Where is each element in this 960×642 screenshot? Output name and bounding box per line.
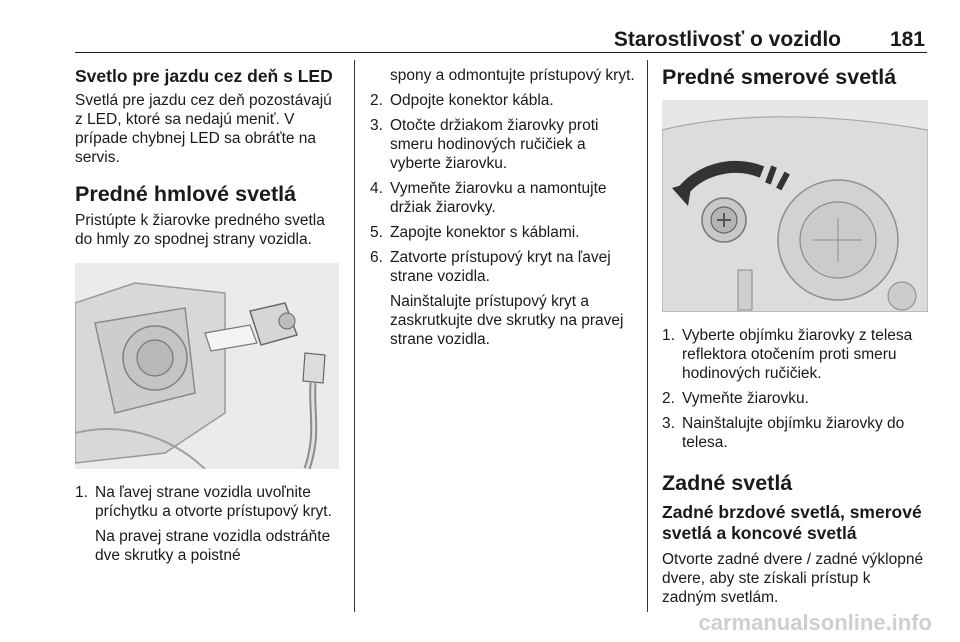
list-item <box>75 483 343 565</box>
turn-signal-illustration <box>662 100 928 312</box>
list-item <box>662 389 928 408</box>
step-text: Zapojte konektor s káblami. <box>390 224 580 241</box>
step-text: Nainštalujte objímku žiarovky do telesa. <box>682 415 905 451</box>
step-number: 2. <box>370 92 383 109</box>
step-text: Zatvorte prístupový kryt na ľavej strane vozidla. <box>390 249 611 285</box>
turn-heading: Predné smerové svetlá <box>662 65 897 89</box>
rear-text: Otvorte zadné dvere / zadné výklopné dvere, aby ste získali prístup k zadným svetlám. <box>662 551 924 606</box>
step-subtext: Nainštalujte prístupový kryt a zaskrutkujte dve skrutky na pravej strane vozidla. <box>390 293 624 348</box>
step-number: 5. <box>370 224 383 241</box>
fog-text: Pristúpte k žiarovke predného svetla do hmly zo spodnej strany vozidla. <box>75 212 325 248</box>
step-number: 3. <box>662 415 675 432</box>
list-item <box>662 414 928 452</box>
turn-steps-list <box>662 326 928 452</box>
column-3 <box>662 60 928 607</box>
rear-heading: Zadné svetlá <box>662 471 793 495</box>
page-header <box>75 24 927 54</box>
list-item <box>370 91 636 110</box>
page-header-title: Starostlivosť o vozidlo <box>613 28 841 51</box>
column-1 <box>75 60 343 571</box>
list-item <box>662 326 928 383</box>
column-2 <box>370 60 636 355</box>
step-number: 2. <box>662 390 675 407</box>
watermark: carmanualsonline.info <box>698 610 932 635</box>
step-text: Otočte držiakom žiarovky proti smeru hodinových ručičiek a vyberte žiarovku. <box>390 117 599 172</box>
page-number: 181 <box>889 28 925 51</box>
list-item <box>370 116 636 173</box>
step-number: 1. <box>75 484 88 501</box>
step-number: 4. <box>370 180 383 197</box>
fog-steps-list-continued <box>370 91 636 349</box>
header-rule <box>75 52 927 53</box>
step-number: 6. <box>370 249 383 266</box>
drl-heading: Svetlo pre jazdu cez deň s LED <box>75 66 333 86</box>
list-item <box>370 179 636 217</box>
step-text: Vymeňte žiarovku. <box>682 390 809 407</box>
fog-lamp-illustration <box>75 263 339 469</box>
fog-heading: Predné hmlové svetlá <box>75 182 297 206</box>
step-number: 3. <box>370 117 383 134</box>
fog-steps-list <box>75 483 343 565</box>
step-subtext: Na pravej strane vozidla odstráňte dve skrutky a poistné <box>95 528 331 564</box>
step-text: Odpojte konektor kábla. <box>390 92 554 109</box>
step-text: Na ľavej strane vozidla uvoľnite príchytku a otvorte prístupový kryt. <box>95 484 332 520</box>
step-number: 1. <box>662 327 675 344</box>
column-divider-2 <box>647 60 648 612</box>
drl-text: Svetlá pre jazdu cez deň pozostávajú z LED, ktoré sa nedajú meniť. V prípade chybnej LED sa obráťte na servis. <box>75 92 332 166</box>
column-divider-1 <box>354 60 355 612</box>
step-text: Vyberte objímku žiarovky z telesa reflektora otočením proti smeru hodinových ručičiek. <box>682 327 913 382</box>
list-item <box>370 223 636 242</box>
rear-sub-heading: Zadné brzdové svetlá, smerové svetlá a koncové svetlá <box>662 502 922 543</box>
step-text: Vymeňte žiarovku a namontujte držiak žiarovky. <box>390 180 607 216</box>
list-item <box>370 248 636 349</box>
step-continuation: spony a odmontujte prístupový kryt. <box>390 67 635 84</box>
